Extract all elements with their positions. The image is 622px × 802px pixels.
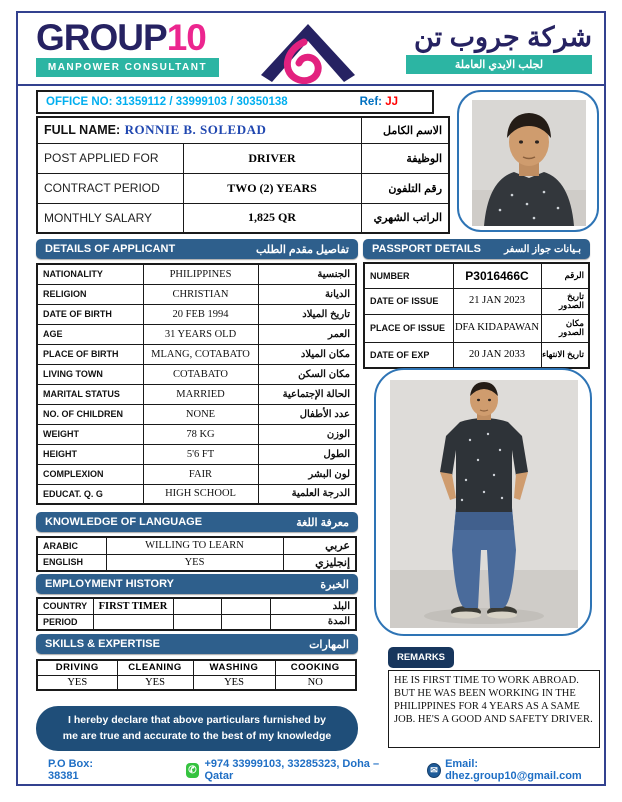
cell-value: YES [117, 675, 193, 690]
cell-value: YES [37, 675, 117, 690]
ref-label: Ref: [359, 96, 382, 108]
skills-table [36, 659, 357, 691]
remarks-text: HE IS FIRST TIME TO WORK ABROAD. BUT HE WAS BEEN WORKING IN THE PHILIPPINES FOR 4 YEARS AS A SAME JOB. HE'S A GOOD AND SAFETY DRIVER. [388, 670, 600, 748]
row-arabic: تاريخ الميلاد [258, 304, 356, 324]
monthly-salary-value: 1,825 QR [183, 203, 361, 233]
table-row [37, 264, 356, 284]
table-row [37, 384, 356, 404]
logo-ten-text: 10 [166, 17, 206, 58]
table-row [37, 284, 356, 304]
row-arabic: مكان الميلاد [258, 344, 356, 364]
row-label: COUNTRY [37, 598, 93, 614]
applicant-headshot-photo [457, 90, 599, 232]
company-logo [36, 17, 219, 77]
office-number-text: OFFICE NO: 31359112 / 33999103 / 30350138 [46, 96, 288, 108]
table-row [37, 554, 356, 571]
row-arabic: مكان الصدور [541, 314, 589, 342]
row-arabic: الحالة الإجتماعية [258, 384, 356, 404]
company-name-arabic: شركة جروب تن [414, 22, 592, 52]
row-arabic: الجنسية [258, 264, 356, 284]
email-contact [427, 758, 606, 782]
date-of-issue-value: 21 JAN 2023 [453, 288, 541, 314]
column-header: DRIVING [37, 660, 117, 675]
row-value: MARRIED [143, 384, 258, 404]
row-arabic: إنجليزي [283, 554, 356, 571]
company-emblem-icon [258, 22, 358, 89]
row-arabic: العمر [258, 324, 356, 344]
contract-period-arabic: رقم التلفون [361, 173, 449, 203]
passport-section-title: PASSPORT DETAILS [372, 243, 481, 255]
monthly-salary-arabic: الراتب الشهري [361, 203, 449, 233]
row-arabic: تاريخ الانتهاء [541, 342, 589, 368]
applicant-fullbody-photo [374, 368, 592, 636]
row-arabic: عربي [283, 537, 356, 554]
footer [16, 756, 606, 784]
row-label: DATE OF BIRTH [37, 304, 143, 324]
applicant-section-header [36, 239, 358, 259]
table-row [37, 173, 449, 203]
row-arabic: البلد [270, 598, 356, 614]
row-value: 31 YEARS OLD [143, 324, 258, 344]
applicant-section-title-arabic: تفاصيل مقدم الطلب [256, 243, 349, 256]
contract-period-value: TWO (2) YEARS [183, 173, 361, 203]
table-row [37, 464, 356, 484]
skills-header-row [37, 660, 356, 675]
date-of-exp-label: DATE OF EXP [364, 342, 453, 368]
skills-value-row [37, 675, 356, 690]
date-of-exp-value: 20 JAN 2033 [453, 342, 541, 368]
monthly-salary-label: MONTHLY SALARY [37, 203, 183, 233]
po-box-text: P.O Box: 38381 [48, 758, 94, 782]
table-row [37, 444, 356, 464]
passport-table [363, 262, 590, 369]
reference-code [360, 96, 432, 108]
row-label: AGE [37, 324, 143, 344]
cell-value: NO [275, 675, 356, 690]
row-arabic: الوزن [258, 424, 356, 444]
row-value: WILLING TO LEARN [106, 537, 283, 554]
row-arabic: مكان السكن [258, 364, 356, 384]
fullbody-image [390, 380, 578, 628]
skills-section-title: SKILLS & EXPERTISE [45, 638, 160, 650]
column-header: CLEANING [117, 660, 193, 675]
table-row [37, 404, 356, 424]
passport-section-title-arabic: بـيانات جواز السفر [504, 243, 581, 255]
table-row [37, 143, 449, 173]
passport-section-header [363, 239, 590, 259]
remarks-badge: REMARKS [388, 647, 454, 668]
row-value: NONE [143, 404, 258, 424]
company-tagline-arabic: لجلب الايدي العاملة [406, 55, 592, 74]
row-label: PLACE OF BIRTH [37, 344, 143, 364]
row-label: EDUCAT. Q. G [37, 484, 143, 504]
table-row [37, 304, 356, 324]
row-value: 5'6 FT [143, 444, 258, 464]
employment-section-header [36, 574, 358, 594]
row-value: YES [106, 554, 283, 571]
row-label: WEIGHT [37, 424, 143, 444]
skills-section-title-arabic: المهارات [309, 638, 349, 651]
contract-period-label: CONTRACT PERIOD [37, 173, 183, 203]
row-arabic: المدة [270, 614, 356, 630]
row-label: NATIONALITY [37, 264, 143, 284]
row-arabic: عدد الأطفال [258, 404, 356, 424]
row-label: LIVING TOWN [37, 364, 143, 384]
table-row [364, 342, 589, 368]
employment-table [36, 597, 357, 631]
company-name-arabic-block [406, 22, 592, 74]
place-of-issue-label: PLACE OF ISSUE [364, 314, 453, 342]
empty-cell [173, 598, 221, 614]
row-label: ENGLISH [37, 554, 106, 571]
row-value: COTABATO [143, 364, 258, 384]
table-row [364, 314, 589, 342]
row-value: MLANG, COTABATO [143, 344, 258, 364]
passport-number-value: P3016466C [453, 263, 541, 288]
empty-cell [173, 614, 221, 630]
logo-wordmark [36, 17, 219, 58]
row-label: MARITAL STATUS [37, 384, 143, 404]
row-label: RELIGION [37, 284, 143, 304]
table-row [364, 263, 589, 288]
row-arabic: الدرجة العلمية [258, 484, 356, 504]
date-of-issue-label: DATE OF ISSUE [364, 288, 453, 314]
language-section-title-arabic: معرفة اللغة [296, 516, 349, 529]
email-text: Email: dhez.group10@gmail.com [445, 758, 582, 782]
row-label: HEIGHT [37, 444, 143, 464]
applicant-details-table [36, 263, 357, 505]
employment-section-title-arabic: الخبرة [320, 578, 349, 591]
logo-tagline: MANPOWER CONSULTANT [36, 58, 219, 77]
table-row [37, 324, 356, 344]
table-row [37, 424, 356, 444]
row-label: PERIOD [37, 614, 93, 630]
column-header: COOKING [275, 660, 356, 675]
table-row [364, 288, 589, 314]
table-row [37, 614, 356, 630]
row-value: FAIR [143, 464, 258, 484]
ref-value: JJ [385, 96, 398, 108]
full-name-arabic: الاسم الكامل [361, 117, 449, 143]
table-row [37, 598, 356, 614]
phone-text: +974 33999103, 33285323, Doha – Qatar [204, 758, 380, 782]
table-row [37, 364, 356, 384]
full-name-row [37, 117, 449, 143]
employment-section-title: EMPLOYMENT HISTORY [45, 578, 174, 590]
row-label: COMPLEXION [37, 464, 143, 484]
row-value: 20 FEB 1994 [143, 304, 258, 324]
row-arabic: لون البشر [258, 464, 356, 484]
row-value [93, 614, 173, 630]
table-row [37, 203, 449, 233]
main-info-table [36, 116, 450, 234]
language-section-title: KNOWLEDGE OF LANGUAGE [45, 516, 203, 528]
phone-contact [186, 758, 397, 782]
language-section-header [36, 512, 358, 532]
table-row [37, 344, 356, 364]
row-value: CHRISTIAN [143, 284, 258, 304]
row-value: FIRST TIMER [93, 598, 173, 614]
post-applied-arabic: الوظيفة [361, 143, 449, 173]
language-table [36, 536, 357, 572]
row-value: PHILIPPINES [143, 264, 258, 284]
table-row [37, 484, 356, 504]
row-label: NO. OF CHILDREN [37, 404, 143, 424]
passport-number-label: NUMBER [364, 263, 453, 288]
email-icon: ✉ [427, 763, 441, 778]
row-label: ARABIC [37, 537, 106, 554]
row-arabic: الطول [258, 444, 356, 464]
table-row [37, 537, 356, 554]
full-name-label: FULL NAME: [44, 123, 121, 138]
empty-cell [221, 598, 270, 614]
row-arabic: الديانة [258, 284, 356, 304]
row-value: HIGH SCHOOL [143, 484, 258, 504]
column-header: WASHING [193, 660, 275, 675]
applicant-section-title: DETAILS OF APPLICANT [45, 243, 176, 255]
declaration-statement: I hereby declare that above particulars furnished by me are true and accurate to the best of my knowledge [36, 706, 358, 751]
cell-value: YES [193, 675, 275, 690]
headshot-image [472, 100, 586, 226]
full-name-value: RONNIE B. SOLEDAD [124, 122, 267, 138]
skills-section-header [36, 634, 358, 654]
empty-cell [221, 614, 270, 630]
row-value: 78 KG [143, 424, 258, 444]
row-arabic: الرقم [541, 263, 589, 288]
whatsapp-icon: ✆ [186, 763, 200, 778]
place-of-issue-value: DFA KIDAPAWAN [453, 314, 541, 342]
post-applied-value: DRIVER [183, 143, 361, 173]
logo-group-text: GROUP [36, 17, 167, 58]
post-applied-label: POST APPLIED FOR [37, 143, 183, 173]
row-arabic: تاريخ الصدور [541, 288, 589, 314]
office-number-box [36, 90, 434, 114]
